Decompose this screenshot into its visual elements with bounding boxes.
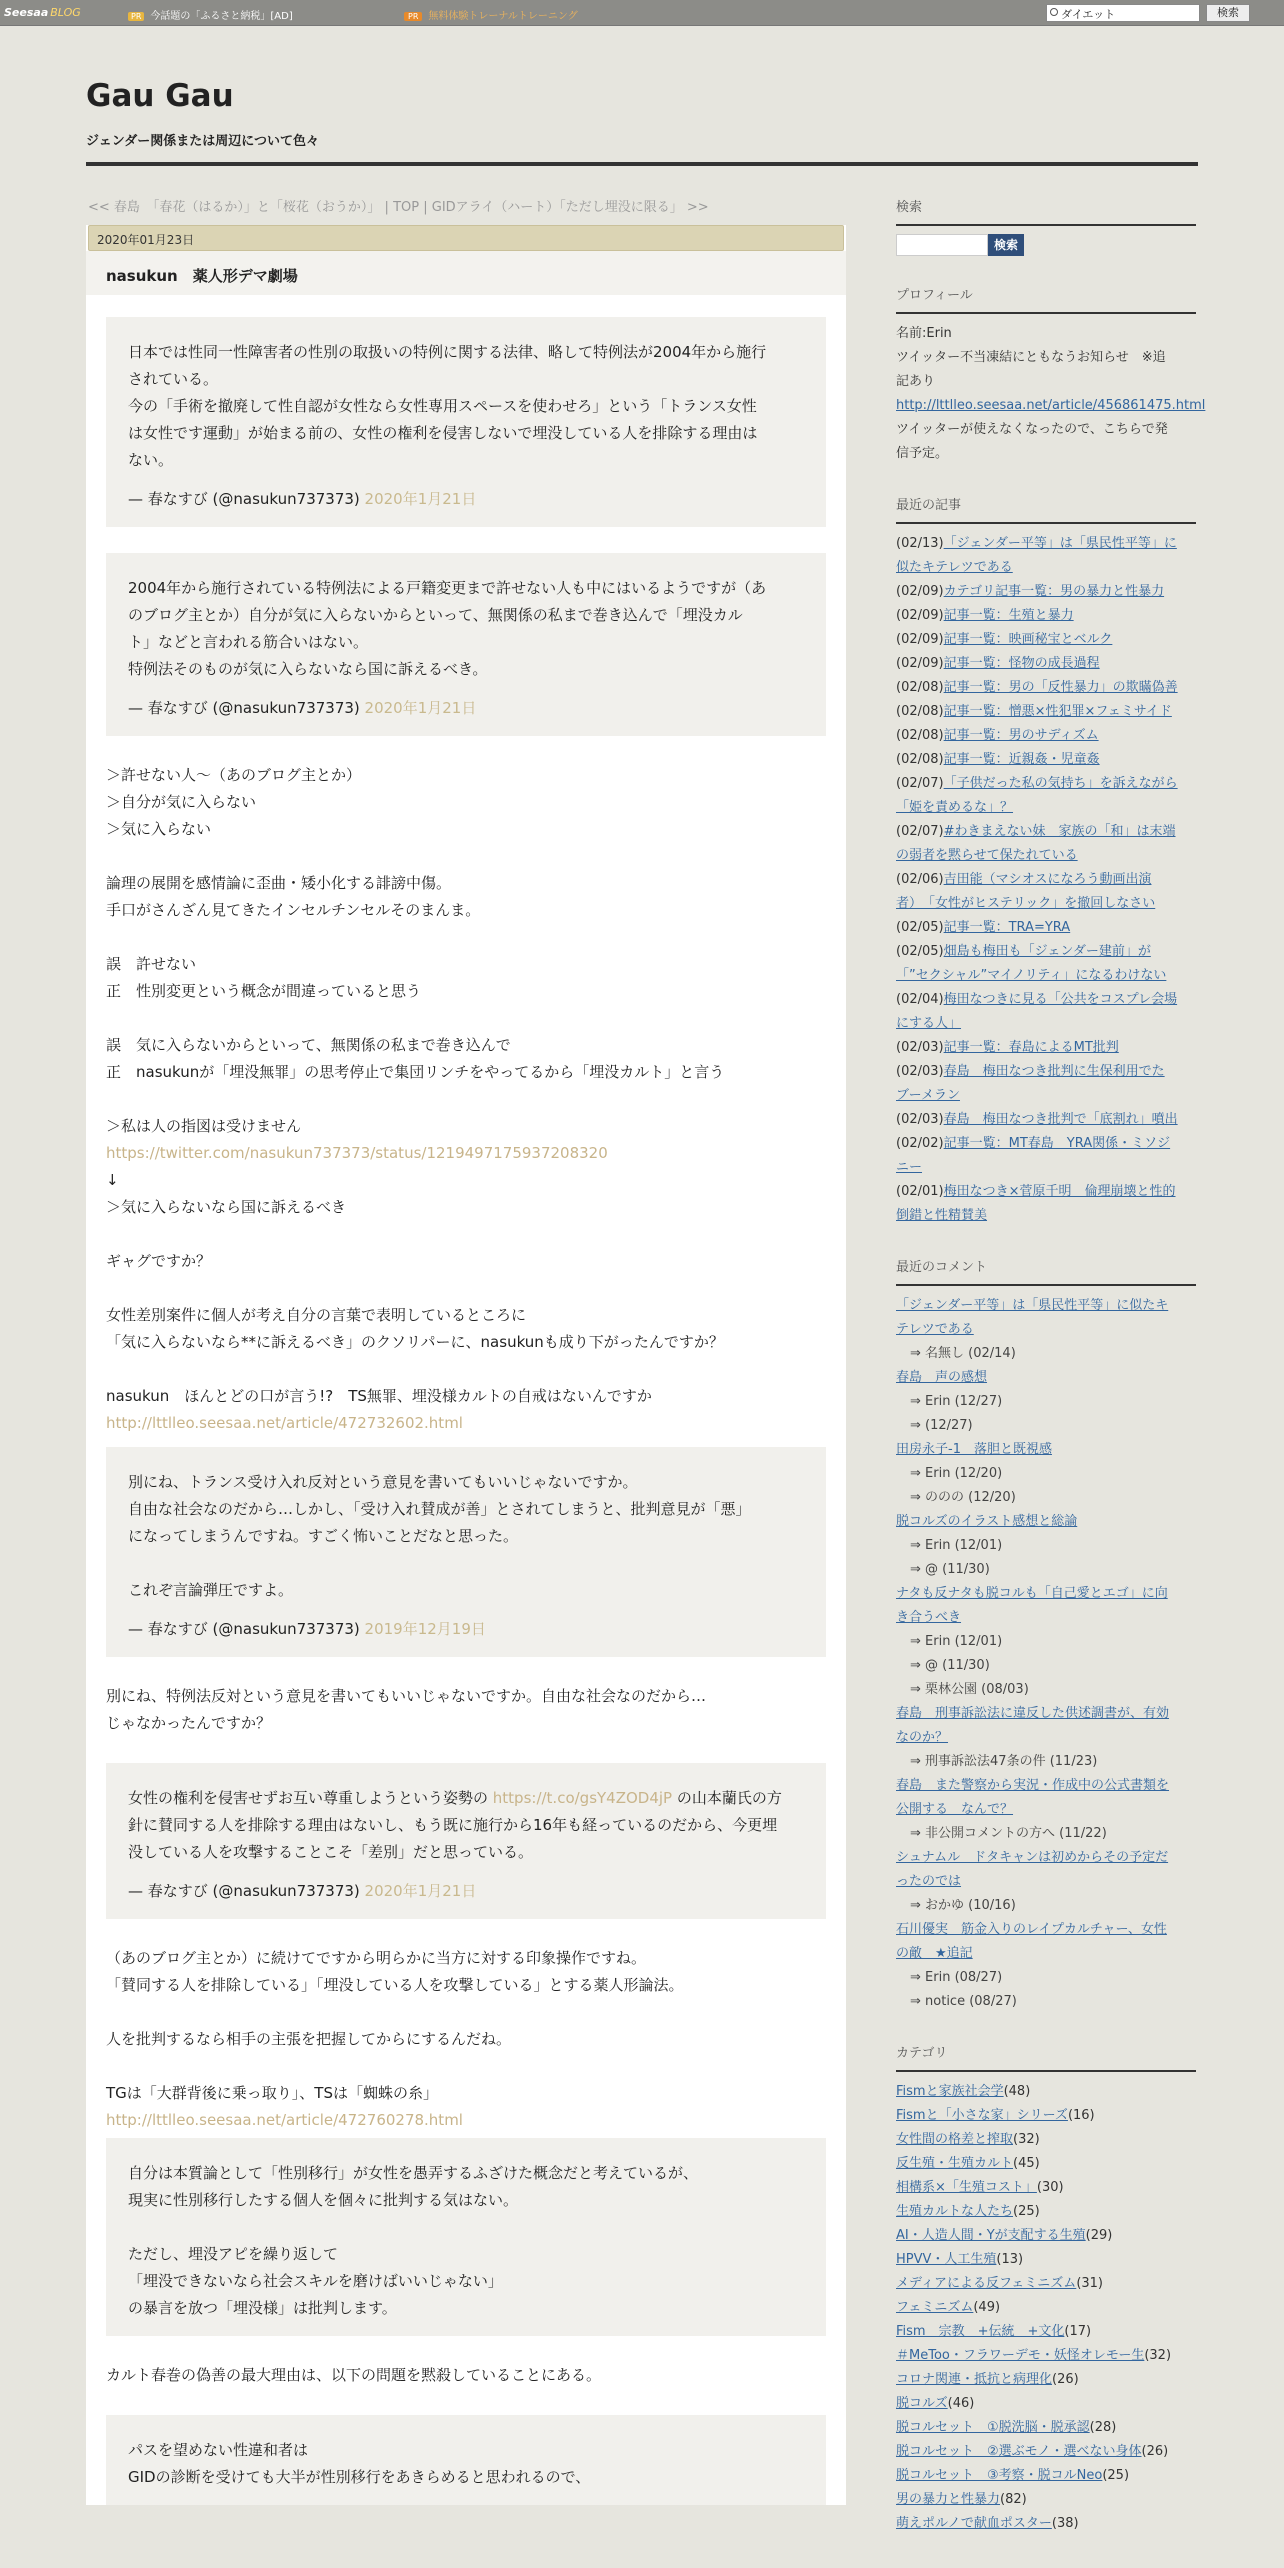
commented-article — [896, 1702, 1196, 1726]
recent-article-link[interactable]: 記事一覧：MT春島 YRA関係・ミソジ — [943, 1136, 1171, 1151]
text-line: 誤 気に入らないからといって、無関係の私まで巻き込んで — [106, 1036, 511, 1054]
post-date: 2020年01月23日 — [88, 225, 844, 251]
recent-article-item — [896, 988, 1196, 1012]
category-count: (46) — [947, 2396, 975, 2411]
recent-article-link[interactable]: ニー — [896, 1160, 923, 1175]
recent-article-date: (02/04) — [896, 992, 944, 1007]
quote-line: の暴言を放つ「埋没様」は批判します。 — [128, 2299, 397, 2317]
category-link[interactable]: Fismと「小さな家」シリーズ — [896, 2108, 1068, 2123]
commented-article-link[interactable]: テレツである — [896, 1322, 974, 1337]
quote-line: 女性の権利を侵害せずお互い尊重しようという姿勢の https://t.co/gsY4ZOD4jP の山本蘭氏の方 — [128, 1789, 782, 1807]
quote-line: されている。 — [128, 370, 219, 388]
recent-article-date: (02/07) — [896, 824, 944, 839]
recent-article-link[interactable]: 春島 梅田なつき批判で「底割れ」噴出 — [943, 1112, 1178, 1127]
category-item — [896, 2200, 1196, 2224]
quote-line: GIDの診断を受けても大半が性別移行をあきらめると思われるので、 — [128, 2468, 591, 2486]
quote-line: パスを望めない性違和者は — [128, 2441, 309, 2459]
recent-article-date: (02/09) — [896, 584, 944, 599]
category-count: (25) — [1013, 2204, 1040, 2219]
recent-article-link[interactable]: 者） 「女性がヒステリック」を撤回しなさい — [896, 896, 1156, 911]
commented-article — [896, 1438, 1196, 1462]
commented-article-link[interactable]: シュナムル ドタキャンは初めからその予定だ — [896, 1850, 1169, 1865]
article-link[interactable]: http://lttlleo.seesaa.net/article/472732602.html — [106, 1414, 463, 1432]
commented-article — [896, 1294, 1196, 1318]
comment-author: ⇒ (12/27) — [910, 1418, 973, 1433]
category-item — [896, 2368, 1196, 2392]
quote-line: 日本では性同一性障害者の性別の取扱いの特例に関する法律、略して特例法が2004年から施行 — [128, 343, 767, 361]
comment-author: ⇒ 栗林公園 (08/03) — [910, 1682, 1029, 1697]
category-count: (17) — [1064, 2324, 1092, 2339]
post-body — [86, 295, 846, 2505]
quote-line: は女性です運動」が始まる前の、女性の権利を侵害しないで埋没している人を排除する理由は — [128, 424, 758, 442]
recent-article-item — [896, 892, 1196, 916]
text-line: ＞許せない人～（あのブログ主とか） — [106, 766, 362, 784]
recent-article-item — [896, 1180, 1196, 1204]
recent-article-item — [896, 820, 1196, 844]
text-line: 女性差別案件に個人が考え自分の言葉で表明しているところに — [106, 1306, 527, 1324]
comment-author: ⇒ おかゆ (10/16) — [910, 1898, 1016, 1913]
tweet-quote — [106, 1447, 826, 1657]
category-count: (30) — [1036, 2180, 1064, 2195]
recent-article-link[interactable]: 記事一覧：TRA=YRA — [943, 920, 1071, 935]
recent-article-link[interactable]: 「ジェンダー平等」は「県民性平等」に — [943, 536, 1177, 551]
category-link[interactable]: 男の暴力と性暴力 — [896, 2492, 1001, 2507]
recent-article-date: (02/09) — [896, 656, 944, 671]
text-line: （あのブログ主とか）に続けてですから明らかに当方に対する印象操作ですね。 — [106, 1949, 647, 1967]
top-search-button[interactable]: 検索 — [1206, 4, 1250, 22]
category-count: (32) — [1013, 2132, 1040, 2147]
top-search — [1046, 4, 1250, 22]
commented-article — [896, 1318, 1196, 1342]
sidebar-categories — [896, 2042, 1196, 2536]
category-item — [896, 2248, 1196, 2272]
text-line: じゃなかったんですか？ — [106, 1714, 272, 1732]
category-count: (28) — [1089, 2420, 1117, 2435]
quote-line: 自分は本質論として「性別移行」が女性を愚弄するふざけた概念だと考えているが、 — [128, 2164, 699, 2182]
comment-author: ⇒ 非公開コメントの方へ (11/22) — [910, 1826, 1107, 1841]
recent-article-item — [896, 964, 1196, 988]
tweet-quote — [106, 553, 826, 736]
recent-article-link[interactable]: 記事一覧：男のサディズム — [943, 728, 1099, 743]
commented-article — [896, 1918, 1196, 1942]
quote-cite: — 春なすび (@nasukun737373) 2020年1月21日 — [128, 490, 477, 508]
recent-article-date: (02/06) — [896, 872, 944, 887]
category-count: (26) — [1141, 2444, 1169, 2459]
recent-article-date: (02/08) — [896, 680, 944, 695]
comment-author: ⇒ notice (08/27) — [910, 1994, 1017, 2009]
category-item — [896, 2152, 1196, 2176]
category-link[interactable]: 相構系×「生殖コスト」 — [896, 2180, 1037, 2195]
category-link[interactable]: 反生殖・生殖カルト — [896, 2156, 1014, 2171]
recent-article-link[interactable]: 春島 梅田なつき批判に生保利用でた — [943, 1064, 1165, 1079]
sidebar-profile — [896, 284, 1206, 466]
commented-article-link[interactable]: き合うべき — [896, 1610, 962, 1625]
quote-line: ただし、埋没アピを繰り返して — [128, 2245, 339, 2263]
recent-article-item — [896, 1108, 1196, 1132]
commented-article-link[interactable]: なのか？ — [896, 1730, 949, 1745]
quote-line: 針に賛同する人を排除する理由はないし、もう既に施行から16年も経っているのだから、今更埋 — [128, 1816, 778, 1834]
recent-article-link[interactable]: 倒錯と性精賛美 — [896, 1208, 988, 1223]
recent-article-date: (02/01) — [896, 1184, 944, 1199]
recent-article-date: (02/08) — [896, 752, 944, 767]
recent-article-item — [896, 940, 1196, 964]
recent-article-link[interactable]: の弱者を黙らせて保たれている — [896, 848, 1078, 863]
recent-article-link[interactable]: 記事一覧：男の「反性暴力」の欺瞞偽善 — [943, 680, 1178, 695]
text-line: 誤 許せない — [106, 955, 197, 973]
post-navigation: << 春島 「春花（はるか）」と「桜花（おうか）」 | TOP | GIDアライ（ハート）「ただし埋没に限る」 >> — [88, 200, 709, 215]
category-item — [896, 2128, 1196, 2152]
recent-article-date: (02/05) — [896, 920, 944, 935]
tweet-date-link[interactable]: 2019年12月19日 — [364, 1620, 486, 1638]
quote-line: 2004年から施行されている特例法による戸籍変更まで許せない人も中にはいるようですが（あ — [128, 579, 767, 597]
tweet-date-link[interactable]: 2020年1月21日 — [364, 699, 477, 717]
text-line: カルト春巻の偽善の最大理由は、以下の問題を黙殺していることにある。 — [106, 2366, 602, 2384]
sidebar-search-button[interactable]: 検索 — [988, 234, 1024, 256]
recent-article-item — [896, 628, 1196, 652]
recent-article-link[interactable]: 吉田能（マシオスになろう動画出演 — [943, 872, 1152, 887]
commented-article-link[interactable]: 田房永子-1 落胆と既視感 — [896, 1442, 1052, 1457]
commented-article — [896, 1798, 1196, 1822]
recent-article-item — [896, 580, 1196, 604]
sidebar-heading: 最近の記事 — [896, 494, 1196, 524]
commented-article-link[interactable]: の敵 ★追記 — [896, 1946, 973, 1961]
quote-line: これぞ言論弾圧ですよ。 — [128, 1581, 294, 1599]
text-line: ＞気に入らないなら国に訴えるべき — [106, 1198, 347, 1216]
text-line: 論理の展開を感情論に歪曲・矮小化する誹謗中傷。 — [106, 874, 452, 892]
post-title: nasukun 薬人形デマ劇場 — [86, 251, 846, 295]
recent-article-link[interactable]: カテゴリ記事一覧：男の暴力と性暴力 — [943, 584, 1165, 599]
recent-article-item — [896, 676, 1196, 700]
category-link[interactable]: Fism 宗教 +伝統 +文化 — [896, 2324, 1065, 2339]
profile-line: ツイッター不当凍結にともなうお知らせ ※追 — [896, 350, 1166, 365]
commented-article-link[interactable]: 石川優実 筋金入りのレイプカルチャー、女性 — [896, 1922, 1167, 1937]
recent-article-item — [896, 652, 1196, 676]
category-link[interactable]: メディアによる反フェミニズム — [896, 2276, 1077, 2291]
category-item — [896, 2272, 1196, 2296]
commented-article — [896, 1870, 1196, 1894]
comment-author: ⇒ Erin (08/27) — [910, 1970, 1003, 1985]
sidebar-search — [896, 196, 1196, 256]
commented-article-link[interactable]: ったのでは — [896, 1874, 962, 1889]
commented-article — [896, 1510, 1196, 1534]
recent-article-item — [896, 1084, 1196, 1108]
prev-post-link[interactable]: << 春島 「春花（はるか）」と「桜花（おうか）」 — [88, 200, 381, 215]
commented-article — [896, 1726, 1196, 1750]
sidebar-heading: プロフィール — [896, 284, 1196, 314]
main-column — [86, 196, 846, 2531]
quote-cite: — 春なすび (@nasukun737373) 2020年1月21日 — [128, 1882, 477, 1900]
commented-article — [896, 1606, 1196, 1630]
category-count: (49) — [973, 2300, 1001, 2315]
quote-line: 別にね、トランス受け入れ反対という意見を書いてもいいじゃないですか。 — [128, 1473, 638, 1491]
category-link[interactable]: 脱コルセット ③考察・脱コルNeo — [896, 2468, 1103, 2483]
profile-article-link[interactable]: http://lttlleo.seesaa.net/article/456861475.html — [896, 398, 1206, 413]
sidebar-heading: カテゴリ — [896, 2042, 1196, 2072]
recent-article-link[interactable]: 畑島も梅田も「ジェンダー建前」が — [943, 944, 1151, 959]
recent-article-link[interactable]: 「”セクシャル”マイノリティ」になるわけない — [896, 968, 1167, 983]
recent-article-item — [896, 1204, 1196, 1228]
comment-author: ⇒ Erin (12/20) — [910, 1466, 1003, 1481]
category-item — [896, 2464, 1196, 2488]
next-post-link[interactable]: GIDアライ（ハート）「ただし埋没に限る」 >> — [431, 200, 709, 215]
tco-link[interactable]: https://t.co/gsY4ZOD4jP — [492, 1789, 673, 1807]
site-description: ジェンダー関係または周辺について色々 — [86, 134, 319, 149]
category-count: (45) — [1013, 2156, 1040, 2171]
post — [86, 225, 846, 2505]
sidebar — [896, 196, 1206, 2564]
recent-article-date: (02/13) — [896, 536, 944, 551]
commented-article-link[interactable]: 公開する なんで？ — [896, 1802, 1014, 1817]
commented-article-link[interactable]: ナタも反ナタも脱コルも「自己愛とエゴ」に向 — [896, 1586, 1168, 1601]
quote-line: 自由な社会なのだから…しかし、「受け入れ賛成が善」とされてしまうと、批判意見が「悪」 — [128, 1500, 751, 1518]
quote-block — [106, 2138, 826, 2336]
category-item — [896, 2392, 1196, 2416]
commented-article-link[interactable]: 春島 また警察から実況・作成中の公式書類を — [896, 1778, 1170, 1793]
site-title[interactable]: Gau Gau — [86, 78, 234, 114]
recent-article-item — [896, 604, 1196, 628]
recent-article-item — [896, 1036, 1196, 1060]
recent-article-date: (02/08) — [896, 728, 944, 743]
category-item — [896, 2488, 1196, 2512]
category-count: (48) — [1003, 2084, 1031, 2099]
category-item — [896, 2344, 1196, 2368]
quote-block — [106, 2415, 826, 2505]
ad-furusato-link[interactable]: PR 今話題の「ふるさと納税」[AD] — [128, 7, 293, 22]
recent-articles-list — [896, 532, 1196, 1228]
quote-line: 没している人を攻撃することこそ「差別」だと思っている。 — [128, 1843, 534, 1861]
comment-author: ⇒ ののの (12/20) — [910, 1490, 1016, 1505]
quote-line: になってしまうんですね。すごく怖いことだなと思った。 — [128, 1527, 519, 1545]
quote-line: ない。 — [128, 451, 174, 469]
quote-line: 今の「手術を撤廃して性自認が女性なら女性専用スペースを使わせろ」という「トランス女性 — [128, 397, 757, 415]
article-link[interactable]: http://lttlleo.seesaa.net/article/472760278.html — [106, 2111, 463, 2129]
recent-article-date: (02/03) — [896, 1040, 944, 1055]
category-count: (38) — [1051, 2516, 1079, 2531]
category-item — [896, 2440, 1196, 2464]
category-item — [896, 2080, 1196, 2104]
recent-article-link[interactable]: ブーメラン — [896, 1088, 960, 1103]
recent-article-link[interactable]: 似たキテレツである — [896, 560, 1013, 575]
sidebar-search-input[interactable] — [896, 234, 988, 256]
profile-line: 名前:Erin — [896, 326, 952, 341]
recent-article-link[interactable]: 「子供だった私の気持ち」を訴えながら — [943, 776, 1178, 791]
recent-article-item — [896, 844, 1196, 868]
recent-article-link[interactable]: 記事一覧：生殖と暴力 — [943, 608, 1074, 623]
recent-article-item — [896, 556, 1196, 580]
recent-article-item — [896, 1012, 1196, 1036]
category-item — [896, 2320, 1196, 2344]
recent-article-date: (02/02) — [896, 1136, 944, 1151]
recent-article-link[interactable]: 記事一覧：近親姦・児童姦 — [943, 752, 1100, 767]
category-count: (26) — [1052, 2372, 1079, 2387]
category-link[interactable]: コロナ関連・抵抗と病理化 — [896, 2372, 1053, 2387]
category-count: (29) — [1085, 2228, 1113, 2243]
category-count: (13) — [996, 2252, 1024, 2267]
recent-article-link[interactable]: 梅田なつきに見る「公共をコスプレ会場 — [943, 992, 1178, 1007]
category-item — [896, 2416, 1196, 2440]
pr-icon: PR — [404, 12, 422, 21]
sidebar-heading: 最近のコメント — [896, 1256, 1196, 1286]
text-line: ↓ — [106, 1171, 119, 1189]
text-line: nasukun ほんとどの口が言う!? TS無罪、埋没様カルトの自戒はないんですか — [106, 1387, 652, 1405]
recent-article-link[interactable]: 記事一覧：怪物の成長過程 — [943, 656, 1100, 671]
recent-article-link[interactable]: 記事一覧：春島によるMT批判 — [943, 1040, 1119, 1055]
commented-article-link[interactable]: 春島 声の感想 — [896, 1370, 988, 1385]
comment-author: ⇒ 名無し (02/14) — [910, 1346, 1016, 1361]
comment-author: ⇒ @ (11/30) — [910, 1658, 990, 1673]
category-link[interactable]: フェミニズム — [896, 2300, 974, 2315]
category-link[interactable]: 脱コルセット ①脱洗脳・脱承認 — [896, 2420, 1090, 2435]
recent-article-date: (02/03) — [896, 1112, 944, 1127]
tweet-link[interactable]: https://twitter.com/nasukun737373/status/1219497175937208320 — [106, 1144, 608, 1162]
ad-training-link[interactable]: PR 無料体験トレーナルトレーニング — [404, 7, 578, 22]
category-link[interactable]: 生殖カルトな人たち — [896, 2204, 1014, 2219]
recent-article-item — [896, 532, 1196, 556]
text-line: ＞気に入らない — [106, 820, 212, 838]
category-link[interactable]: 脱コルセット ②選ぶモノ・選べない身体 — [896, 2444, 1142, 2459]
recent-article-date: (02/09) — [896, 632, 944, 647]
recent-article-item — [896, 700, 1196, 724]
recent-article-item — [896, 1156, 1196, 1180]
text-line: ＞自分が気に入らない — [106, 793, 257, 811]
category-link[interactable]: 脱コルズ — [896, 2396, 948, 2411]
recent-article-link[interactable]: 梅田なつき×菅原千明 倫理崩壊と性的 — [943, 1184, 1176, 1199]
recent-article-item — [896, 796, 1196, 820]
quote-line: のブログ主とか）自分が気に入らないからといって、無関係の私まで巻き込んで「埋没カル — [128, 606, 743, 624]
category-link[interactable]: ＃MeToo・フラワーデモ・妖怪オレモー生 — [896, 2348, 1145, 2363]
tweet-quote — [106, 317, 826, 527]
comment-author: ⇒ Erin (12/01) — [910, 1634, 1003, 1649]
sidebar-recent-comments — [896, 1256, 1196, 2014]
seesaa-blog-logo[interactable]: Seesaa BLOG — [4, 6, 81, 19]
search-icon — [1050, 8, 1058, 16]
category-link[interactable]: Fismと家族社会学 — [896, 2084, 1004, 2099]
recent-article-date: (02/07) — [896, 776, 944, 791]
category-item — [896, 2104, 1196, 2128]
comment-author: ⇒ 刑事訴訟法47条の件 (11/23) — [910, 1754, 1098, 1769]
commented-article — [896, 1582, 1196, 1606]
text-line: 別にね、特例法反対という意見を書いてもいいじゃないですか。自由な社会なのだから… — [106, 1687, 707, 1705]
commented-article-link[interactable]: 「ジェンダー平等」は「県民性平等」に似たキ — [896, 1298, 1169, 1313]
text-line: 正 nasukunが「埋没無罪」の思考停止で集団リンチをやってるから「埋没カルト」と言う — [106, 1063, 725, 1081]
profile-line: 記あり — [896, 374, 936, 389]
category-count: (32) — [1144, 2348, 1172, 2363]
recent-article-link[interactable]: 記事一覧：憎悪×性犯罪×フェミサイド — [943, 704, 1172, 719]
category-link[interactable]: 女性間の格差と搾取 — [896, 2132, 1014, 2147]
category-link[interactable]: AI・人造人間・Yが支配する生殖 — [896, 2228, 1086, 2243]
recent-article-item — [896, 724, 1196, 748]
categories-list — [896, 2080, 1196, 2536]
category-item — [896, 2176, 1196, 2200]
text-line: 「気に入らないなら**に訴えるべき」のクソリパーに、nasukunも成り下がったんですか？ — [106, 1333, 724, 1351]
text-line: 正 性別変更という概念が間違っていると思う — [106, 982, 422, 1000]
text-line: ギャグですか？ — [106, 1252, 212, 1270]
recent-article-link[interactable]: 「姫を責めるな」？ — [896, 800, 1014, 815]
sidebar-heading: 検索 — [896, 196, 1196, 226]
sidebar-recent-articles — [896, 494, 1196, 1228]
recent-article-link[interactable]: 記事一覧：映画秘宝とベルク — [943, 632, 1113, 647]
text-line: 「賛同する人を排除している」「埋没している人を攻撃している」とする薬人形論法。 — [106, 1976, 684, 1994]
category-count: (82) — [1000, 2492, 1027, 2507]
recent-article-item — [896, 868, 1196, 892]
comment-author: ⇒ @ (11/30) — [910, 1562, 990, 1577]
category-count: (25) — [1102, 2468, 1130, 2483]
category-item — [896, 2224, 1196, 2248]
commented-article — [896, 1942, 1196, 1966]
comment-author: ⇒ Erin (12/01) — [910, 1538, 1003, 1553]
commented-article — [896, 1846, 1196, 1870]
commented-article-link[interactable]: 脱コルズのイラスト感想と総論 — [896, 1514, 1078, 1529]
top-search-input[interactable]: ダイエット — [1046, 4, 1200, 22]
category-count: (31) — [1076, 2276, 1103, 2291]
profile-line: ツイッターが使えなくなったので、こちらで発 — [896, 422, 1168, 437]
commented-article-link[interactable]: 春島 刑事訴訟法に違反した供述調書が、有効 — [896, 1706, 1170, 1721]
category-count: (16) — [1067, 2108, 1095, 2123]
recent-article-link[interactable]: #わきまえない妹 家族の「和」は末端 — [943, 824, 1176, 839]
recent-article-link[interactable]: にする人」 — [896, 1016, 962, 1031]
top-link[interactable]: TOP — [393, 200, 420, 215]
profile-line: 信予定。 — [896, 446, 949, 461]
recent-article-item — [896, 748, 1196, 772]
quote-line: 特例法そのものが気に入らないなら国に訴えるべき。 — [128, 660, 488, 678]
recent-article-date: (02/08) — [896, 704, 944, 719]
recent-article-item — [896, 916, 1196, 940]
recent-article-date: (02/03) — [896, 1064, 944, 1079]
comment-author: ⇒ Erin (12/27) — [910, 1394, 1003, 1409]
category-link[interactable]: HPVV・人工生殖 — [896, 2252, 997, 2267]
recent-article-item — [896, 1132, 1196, 1156]
tweet-date-link[interactable]: 2020年1月21日 — [364, 1882, 477, 1900]
text-line: ＞私は人の指図は受けません — [106, 1117, 302, 1135]
tweet-date-link[interactable]: 2020年1月21日 — [364, 490, 477, 508]
recent-article-item — [896, 772, 1196, 796]
text-line: 手口がさんざん見てきたインセルチンセルそのまんま。 — [106, 901, 481, 919]
text-line: TGは「大群背後に乗っ取り」、TSは「蜘蛛の糸」 — [106, 2084, 438, 2102]
quote-cite: — 春なすび (@nasukun737373) 2019年12月19日 — [128, 1620, 486, 1638]
seesaa-top-bar — [0, 0, 1284, 26]
category-link[interactable]: 萌えポルノで献血ポスター — [896, 2516, 1052, 2531]
category-item — [896, 2512, 1196, 2536]
quote-cite: — 春なすび (@nasukun737373) 2020年1月21日 — [128, 699, 477, 717]
pr-icon: PR — [128, 12, 144, 21]
quote-line: 現実に性別移行したする個人を個々に批判する気はない。 — [128, 2191, 519, 2209]
text-line: 人を批判するなら相手の主張を把握してからにするんだね。 — [106, 2030, 512, 2048]
quote-line: ト」などと言われる筋合いはない。 — [128, 633, 369, 651]
recent-article-date: (02/05) — [896, 944, 944, 959]
recent-article-date: (02/09) — [896, 608, 944, 623]
quote-line: 「埋没できないなら社会スキルを磨けばいいじゃない」 — [128, 2272, 503, 2290]
recent-comments-list — [896, 1294, 1196, 2014]
category-item — [896, 2296, 1196, 2320]
commented-article — [896, 1774, 1196, 1798]
commented-article — [896, 1366, 1196, 1390]
blog-header — [86, 26, 1198, 166]
tweet-quote — [106, 1763, 826, 1919]
recent-article-item — [896, 1060, 1196, 1084]
